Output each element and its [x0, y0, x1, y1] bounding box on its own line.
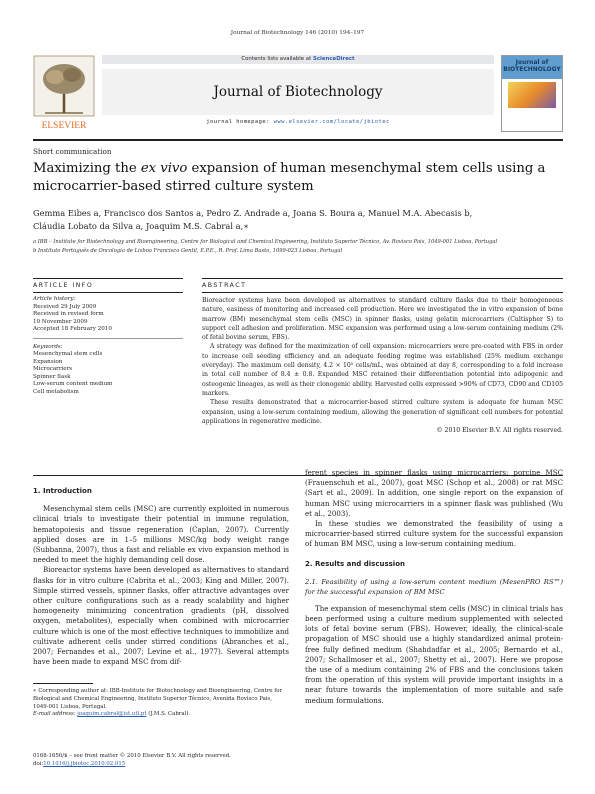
elsevier-wordmark: ELSEVIER [41, 121, 87, 131]
cover-title: Journal of BIOTECHNOLOGY [503, 59, 561, 73]
masthead-rule [33, 139, 563, 141]
article-info-header: ARTICLE INFO [33, 282, 94, 289]
body-paragraph: In these studies we demonstrated the feasibility of using a microcarrier-based stirred culture system for the successful expansion of human BM MSC, using a low-serum containing medium. [305, 519, 563, 549]
article-info-rule-bottom [33, 292, 183, 293]
homepage-link[interactable]: www.elsevier.com/locate/jbiotec [273, 119, 390, 125]
authors-line-1: Gemma Eibes a, Francisco dos Santos a, Pedro Z. Andrade a, Joana S. Boura a, Manuel M.A. Abecasis b, [33, 208, 473, 218]
issn-line: 0168-1656/$ – see front matter © 2010 Elsevier B.V. All rights reserved. [33, 753, 231, 759]
abstract-body [202, 296, 563, 435]
body-paragraph: Bioreactor systems have been developed as alternatives to standard flasks for in vitro culture (Cabrita et al., 2003; King and Miller, 2007). Simple stirred vessels, spinner flasks, offer attractive advantages over other culture configurations such as a ready scalability and higher homogeneity minimizing concentration gradients (pH, dissolved oxygen, metabolites), especially when combined with microcarrier culture which is one of the most effective techniques to immobilize and cultivate adherent cells under stirred conditions (Abranches et al., 2007; Fernandes et al., 2007; Levine et al., 1977). Several attempts have been made to expand MSC from dif- [33, 565, 289, 667]
subsection-heading: 2.1. Feasibility of using a low-serum content medium (MesenPRO RS™) for the successful expansion of BM MSC [305, 577, 563, 596]
right-column [305, 468, 563, 706]
abstract-rule [202, 278, 563, 279]
abstract-paragraph: Bioreactor systems have been developed as alternatives to standard culture flasks due to their homogeneous nature, easiness of monitoring and increased cell production. Here we investigated the in vitro expansion of bone marrow (BM) mesenchymal stem cells (MSC) in spinner flasks, using gelatin microcarriers (Cultispher S) to support cell adhesion and proliferation. MSC expansion was performed using a low-serum containing medium (2% of fetal bovine serum, FBS). [202, 297, 563, 342]
elsevier-tree-icon [33, 55, 95, 132]
article-info [33, 296, 183, 396]
doi-link[interactable]: 10.1016/j.jbiotec.2010.02.015 [43, 760, 126, 767]
contents-band: Contents lists available at ScienceDirect [102, 55, 494, 64]
keywords: Keywords: Mesenchymal stem cells Expansion Microcarriers Spinner flask Low-serum content medium Cell metabolism [33, 344, 183, 397]
article-title: Maximizing the ex vivo expansion of human mesenchymal stem cells using a microcarrier-based stirred culture system [33, 161, 546, 194]
article-history: Article history: Received 29 July 2009 Received in revised form 10 November 2009 Accepted 18 February 2010 [33, 296, 183, 339]
affiliations [33, 238, 563, 255]
email-line: E-mail address: joaquim.cabral@ist.utl.pt (J.M.S. Cabral). [33, 711, 191, 718]
history-item: 10 November 2009 [33, 318, 88, 325]
abstract-rule-bottom [202, 292, 563, 293]
journal-homepage: journal homepage: www.elsevier.com/locate/jbiotec [206, 119, 390, 125]
affiliation-b: b Instituto Português de Oncologia de Lisboa Francisco Gentil, E.P.E., R. Prof. Lima Basto, 1099-023 Lisboa, Portugal [33, 247, 343, 254]
body-paragraph: The expansion of mesenchymal stem cells (MSC) in clinical trials has been performed using a culture medium supplemented with selected lots of fetal bovine serum (FBS). However, ideally, the clinical-scale propagation of MSC should use a highly standardized animal protein-free fully defined medium (Shahdadfar et al., 2005; Bernardo et al., 2007; Schallmoser et al., 2007; Shetty et al., 2007). Here we propose the use of a medium containing 2% of FBS and the conclusions taken from the operation of this system will provide important insights in a near future towards the implementation of more suitable and safe medium formulations. [305, 603, 563, 705]
author-list [33, 207, 558, 233]
introduction-heading: 1. Introduction [33, 487, 92, 495]
keyword-item: Microcarriers [33, 366, 73, 372]
email-link[interactable]: joaquim.cabral@ist.utl.pt [77, 711, 147, 718]
doi-line: doi:10.1016/j.jbiotec.2010.02.015 [33, 760, 126, 767]
affiliation-a: a IBB – Institute for Biotechnology and Bioengineering, Centre for Biological and Chemical Engineering, Instituto Superior Técnico, Av. Rovisco Pais, 1049-001 Lisboa, Portugal [33, 239, 498, 245]
keyword-item: Expansion [33, 358, 63, 365]
body-paragraph: Mesenchymal stem cells (MSC) are currently exploited in numerous clinical trials to investigate their potential in immune regulation, hematopoiesis and tissue regeneration (Caplan, 2007). Currently applied doses are in 1–5 millions MSC/kg body weight range (Subbanna, 2007), thus a fast and reliable ex vivo expansion method is needed to meet the highly demanding cell dose. [33, 504, 289, 565]
abstract-header: ABSTRACT [202, 282, 247, 289]
cover-image [508, 82, 556, 108]
corresponding-author-footnote: ∗ Corresponding author at: IBB-Institute for Biotechnology and Bioengineering, Centre for Biological and Chemical Engineering, Instituto Superior Técnico, Avenida Rovisco Pais, 1049-001 Lisboa, Portugal. E-mail address: joaquim.cabral@ist.utl.pt (J.M.S. Cabral). [33, 688, 289, 719]
abstract-paragraph: A strategy was defined for the maximization of cell expansion: microcarriers were pre-coated with FBS in order to increase cell seeding efficiency and an adequate feeding regime was established (25% medium exchange everyday). The maximum cell density, 4.2 × 10⁵ cells/mL, was obtained at day 8, corresponding to a fold increase in total cell number of 8.4 ± 0.8. Expanded MSC retained their differentiation potential into adipogenic and osteogenic lineages, as well as their clonogenic ability. Harvested cells expressed >90% of CD73, CD90 and CD105 markers. [202, 343, 563, 397]
results-heading: 2. Results and discussion [305, 559, 405, 568]
history-item: Accepted 18 February 2010 [33, 326, 112, 332]
article-type: Short communication [33, 147, 112, 156]
journal-title: Journal of Biotechnology [102, 69, 494, 115]
keyword-item: Spinner flask [33, 373, 71, 380]
journal-cover-thumbnail [501, 55, 563, 132]
abstract-copyright: © 2010 Elsevier B.V. All rights reserved. [436, 427, 563, 435]
left-column [33, 486, 289, 667]
keyword-item: Cell metabolism [33, 388, 79, 395]
footnote-rule [33, 683, 93, 684]
sciencedirect-link[interactable]: ScienceDirect [312, 56, 355, 62]
page-bottom-info [33, 753, 293, 769]
keyword-item: Mesenchymal stem cells [33, 351, 103, 357]
authors-line-2: Cláudia Lobato da Silva a, Joaquim M.S. Cabral a,∗ [33, 221, 249, 231]
abstract-paragraph: These results demonstrated that a microcarrier-based stirred culture system is adequate for human MSC expansion, using a low-serum containing medium, allowing the generation of significant cell numbers for potential applications in regenerative medicine. [202, 399, 563, 425]
keyword-item: Low-serum content medium [33, 381, 113, 387]
running-header: Journal of Biotechnology 146 (2010) 194–197 [230, 30, 365, 36]
elsevier-logo [33, 55, 95, 132]
article-info-rule [33, 278, 183, 279]
journal-masthead [33, 55, 563, 133]
body-paragraph: ferent species in spinner flasks using microcarriers: porcine MSC (Frauenschuh et al., 2007), goat MSC (Schop et al., 2008) or rat MSC (Sart et al., 2009). In addition, one single report on the expansion of human MSC using microcarriers in a spinner flask was published (Wu et al., 2003). [305, 468, 563, 518]
history-item: Received 29 July 2009 [33, 303, 97, 310]
history-item: Received in revised form [33, 311, 104, 317]
